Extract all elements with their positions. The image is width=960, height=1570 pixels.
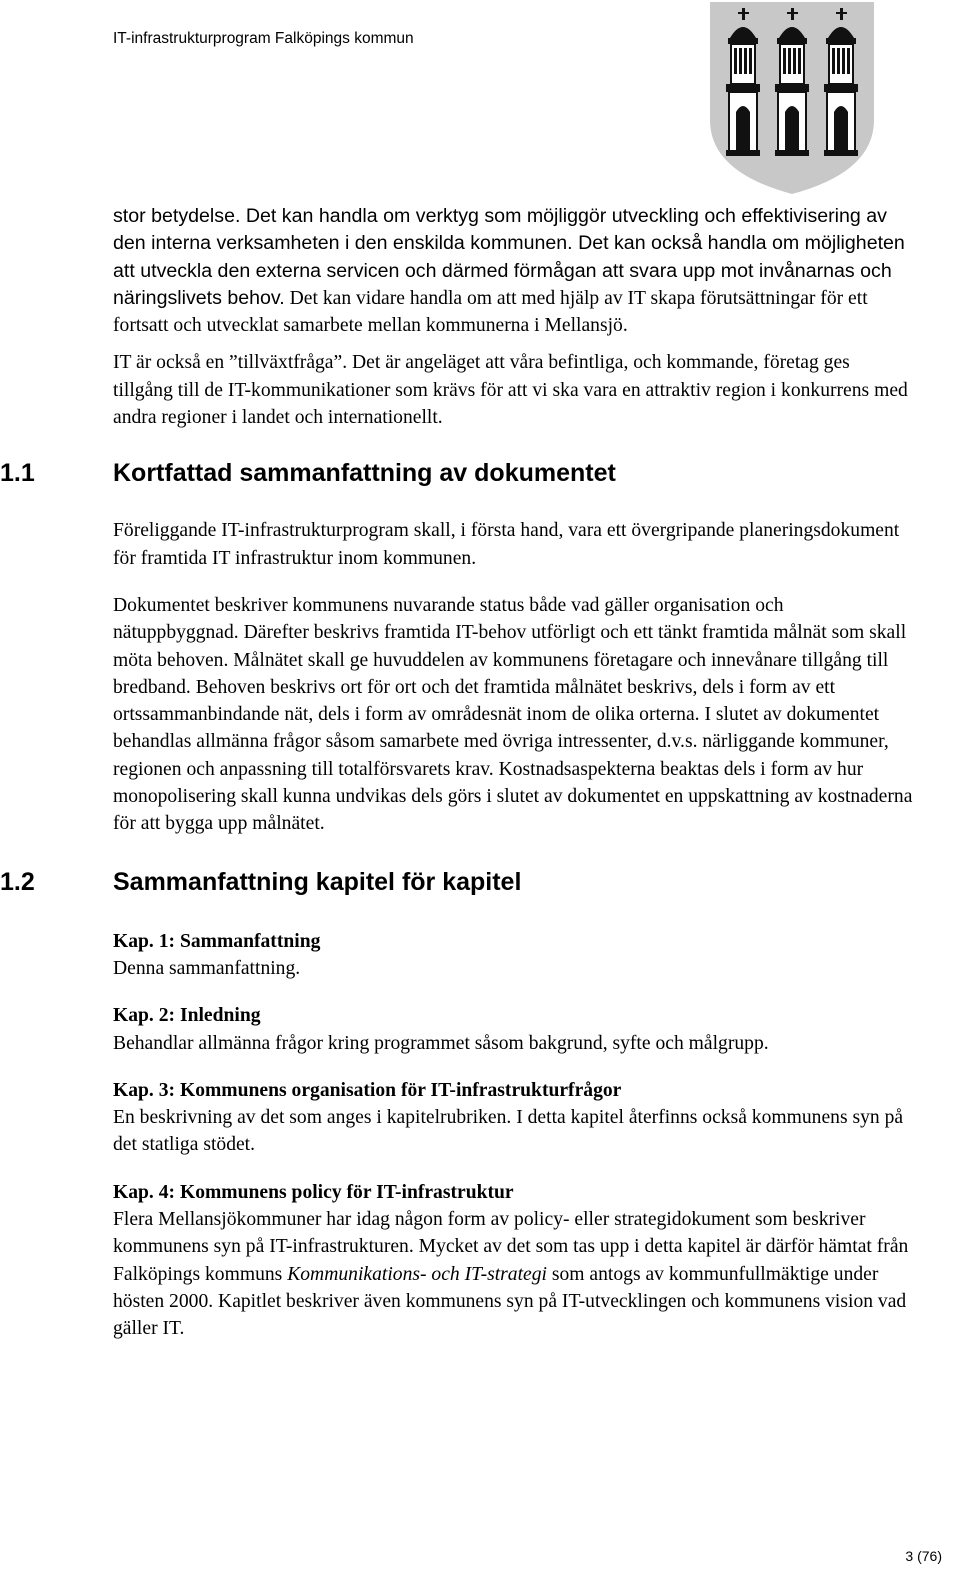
section-1-1-title: Kortfattad sammanfattning av dokumentet: [113, 459, 616, 488]
section-1-1-heading-wrap: [0, 431, 913, 517]
chapter-text: Denna sammanfattning.: [113, 957, 301, 979]
page-number: 3 (76): [905, 1548, 942, 1564]
intro-paragraph-1-part-b: Det kan vidare handla om att med hjälp av IT skapa förutsättningar för ett fortsatt och utvecklat samarbete mellan kommunerna i Mellansjö.: [113, 287, 868, 337]
section-1-1-heading: [0, 458, 616, 488]
chapter-title: Kap. 1: Sammanfattning: [113, 930, 321, 952]
chapter-title: Kap. 2: Inledning: [113, 1005, 261, 1027]
section-1-2-number: 1.2: [0, 867, 35, 896]
section-1-2-heading-wrap: [0, 838, 913, 928]
section-1-2-heading: [0, 867, 521, 897]
chapter-title: Kap. 4: Kommunens policy för IT-infrastruktur: [113, 1181, 514, 1203]
coat-of-arms-crest-icon: [706, 0, 878, 196]
intro-paragraph-1: [113, 203, 913, 339]
chapter-summary-4: [113, 1179, 913, 1343]
document-header: IT-infrastrukturprogram Falköpings kommun: [113, 30, 414, 47]
chapter-text: En beskrivning av det som anges i kapitelrubriken. I detta kapitel återfinns också kommunens syn på det statliga stödet.: [113, 1107, 904, 1156]
section-1-1-paragraph-2: Dokumentet beskriver kommunens nuvarande status både vad gäller organisation och nätuppbyggnad. Därefter beskrivs framtida IT-behov utförligt och ett tänkt framtida målnät som skall möta behoven. Målnätet skall ge huvuddelen av kommunens företagare och innevånare tillgång till bredband. Behoven beskrivs ort för ort och det framtida målnätet beskrivs, dels i form av ett ortssammanbindande nät, dels i form av områdesnät inom de olika orterna. I slutet av dokumentet behandlas allmänna frågor såsom samarbete med övriga intressenter, d.v.s. närliggande kommuner, regionen och anpassning till totalförsvarets krav. Kostnadsaspekterna beaktas dels i form av hur monopolisering skall kunna undvikas dels görs i slutet av dokumentet en uppskattning av kostnaderna för att bygga upp målnätet.: [113, 594, 913, 835]
section-1-2-title: Sammanfattning kapitel för kapitel: [113, 867, 522, 896]
chapter-text-part-b: som antogs av kommunfullmäktige under hösten 2000. Kapitlet beskriver även kommunens syn på IT-utvecklingen och kommunens vision vad gäller IT.: [113, 1263, 907, 1340]
section-1-1-number: 1.1: [0, 459, 35, 488]
chapter-summary-1: [113, 928, 913, 983]
chapter-text: [113, 1206, 913, 1342]
section-1-1-paragraph-1: Föreliggande IT-infrastrukturprogram skall, i första hand, vara ett övergripande planeringsdokument för framtida IT infrastruktur inom kommunen.: [113, 520, 900, 569]
document-body: [0, 203, 913, 1343]
chapter-text-part-a: Flera Mellansjökommuner har idag någon form av policy- eller strategidokument som beskriver kommunens syn på IT-infrastrukturen. Mycket av det som tas upp i detta kapitel är därför hämtat från Falköpings kommuns: [113, 1209, 909, 1285]
document-reference-title: Kommunikations- och IT-strategi: [287, 1263, 547, 1285]
chapter-summary-3: [113, 1077, 913, 1159]
chapter-summary-2: [113, 1002, 913, 1057]
chapter-text: Behandlar allmänna frågor kring programmet såsom bakgrund, syfte och målgrupp.: [113, 1032, 769, 1054]
intro-paragraph-1-part-a: stor betydelse. Det kan handla om verktyg som möjliggör utveckling och effektivisering av den interna verksamheten i den enskilda kommunen. Det kan också handla om möjligheten att utveckla den externa servicen och därmed förmågan att svara upp mot invånarnas och näringslivets behov.: [113, 205, 905, 309]
chapter-title: Kap. 3: Kommunens organisation för IT-infrastrukturfrågor: [113, 1079, 622, 1101]
intro-paragraph-2: IT är också en ”tillväxtfråga”. Det är angeläget att våra befintliga, och kommande, företag ges tillgång till de IT-kommunikationer som krävs för att vi ska vara en attraktiv region i konkurrens med andra regioner i landet och internationellt.: [113, 352, 908, 429]
